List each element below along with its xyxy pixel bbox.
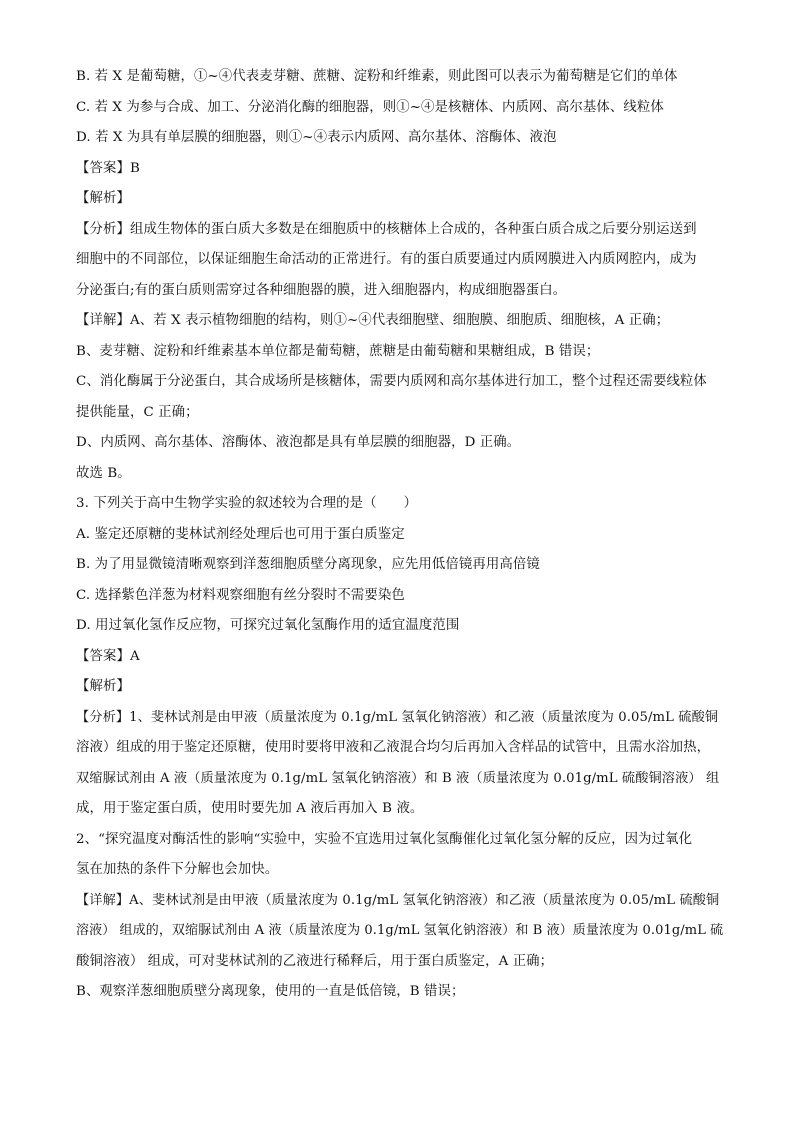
- question-3-stem: 3. 下列关于高中生物学实验的叙述较为合理的是（ ）: [76, 496, 418, 511]
- analysis-line-3: 分泌蛋白;有的蛋白质则需穿过各种细胞器的膜，进入细胞器内，构成细胞器蛋白。: [76, 282, 567, 298]
- q3-analysis-line-3: 双缩脲试剂由 A 液（质量浓度为 0.1g/mL 氢氧化钠溶液）和 B 液（质量浓度为 0.01g/mL 硫酸铜溶液） 组: [76, 770, 720, 786]
- detail-line-d: D、内质网、高尔基体、溶酶体、液泡都是具有单层膜的细胞器，D 正确。: [76, 435, 521, 450]
- question-3-option-d: D. 用过氧化氢作反应物，可探究过氧化氢酶作用的适宜温度范围: [76, 618, 460, 633]
- question-3-option-b: B. 为了用显微镜清晰观察到洋葱细胞质壁分离现象，应先用低倍镜再用高倍镜: [76, 557, 540, 572]
- q3-analysis-line-5: 2、“探究温度对酶活性的影响“实验中，实验不宜选用过氧化氢酶催化过氧化氢分解的反应，因为过氧化: [76, 831, 693, 847]
- option-d-line: D. 若 X 为具有单层膜的细胞器，则①~④表示内质网、高尔基体、溶酶体、液泡: [76, 130, 557, 145]
- q3-detail-line-1: 【详解】A、斐林试剂是由甲液（质量浓度为 0.1g/mL 氢氧化钠溶液）和乙液（质量浓度为 0.05/mL 硫酸铜: [76, 892, 720, 908]
- detail-line-a: 【详解】A、若 X 表示植物细胞的结构，则①~④代表细胞壁、细胞膜、细胞质、细胞核，A 正确；: [76, 313, 670, 328]
- question-3-option-c: C. 选择紫色洋葱为材料观察细胞有丝分裂时不需要染色: [76, 587, 405, 603]
- question-3-answer: 【答案】A: [76, 648, 140, 664]
- option-c-line: C. 若 X 为参与合成、加工、分泌消化酶的细胞器，则①~④是核糖体、内质网、高尔基体、线粒体: [76, 99, 664, 115]
- conclusion-line: 故选 B。: [76, 465, 131, 481]
- q3-detail-line-b: B、观察洋葱细胞质壁分离现象，使用的一直是低倍镜，B 错误；: [76, 984, 465, 999]
- q3-analysis-line-4: 成，用于鉴定蛋白质，使用时要先加 A 液后再加入 B 液。: [76, 801, 424, 816]
- document-page: [76, 62, 724, 1008]
- detail-line-c2: 提供能量，C 正确；: [76, 404, 199, 420]
- question-3-option-a: A. 鉴定还原糖的斐林试剂经处理后也可用于蛋白质鉴定: [76, 526, 405, 542]
- detail-line-b: B、麦芽糖、淀粉和纤维素基本单位都是葡萄糖，蔗糖是由葡萄糖和果糖组成，B 错误；: [76, 343, 600, 359]
- q3-analysis-line-2: 溶液）组成的用于鉴定还原糖，使用时要将甲液和乙液混合均匀后再加入含样品的试管中，且需水浴加热，: [76, 740, 711, 755]
- option-b-line: B. 若 X 是葡萄糖，①~④代表麦芽糖、蔗糖、淀粉和纤维素，则此图可以表示为葡萄糖是它们的单体: [76, 69, 678, 84]
- analysis-line-1: 【分析】组成生物体的蛋白质大多数是在细胞质中的核糖体上合成的，各种蛋白质合成之后要分别运送到: [76, 221, 697, 237]
- answer-line: 【答案】B: [76, 160, 140, 176]
- explanation-heading: 【解析】: [76, 191, 130, 206]
- q3-detail-line-3: 酸铜溶液） 组成，可对斐林试剂的乙液进行稀释后，用于蛋白质鉴定，A 正确；: [76, 953, 554, 969]
- question-3-explanation-heading: 【解析】: [76, 679, 130, 694]
- analysis-line-2: 细胞中的不同部位，以保证细胞生命活动的正常进行。有的蛋白质要通过内质网膜进入内质网腔内，成为: [76, 252, 697, 267]
- q3-detail-line-2: 溶液） 组成的，双缩脲试剂由 A 液（质量浓度为 0.1g/mL 氢氧化钠溶液）和 B 液）质量浓度为 0.01g/mL 硫: [76, 923, 724, 938]
- q3-analysis-line-1: 【分析】1、斐林试剂是由甲液（质量浓度为 0.1g/mL 氢氧化钠溶液）和乙液（质量浓度为 0.05/mL 硫酸铜: [76, 709, 719, 725]
- q3-analysis-line-6: 氢在加热的条件下分解也会加快。: [76, 862, 279, 877]
- detail-line-c1: C、消化酶属于分泌蛋白，其合成场所是核糖体，需要内质网和高尔基体进行加工，整个过程还需要线粒体: [76, 374, 707, 389]
